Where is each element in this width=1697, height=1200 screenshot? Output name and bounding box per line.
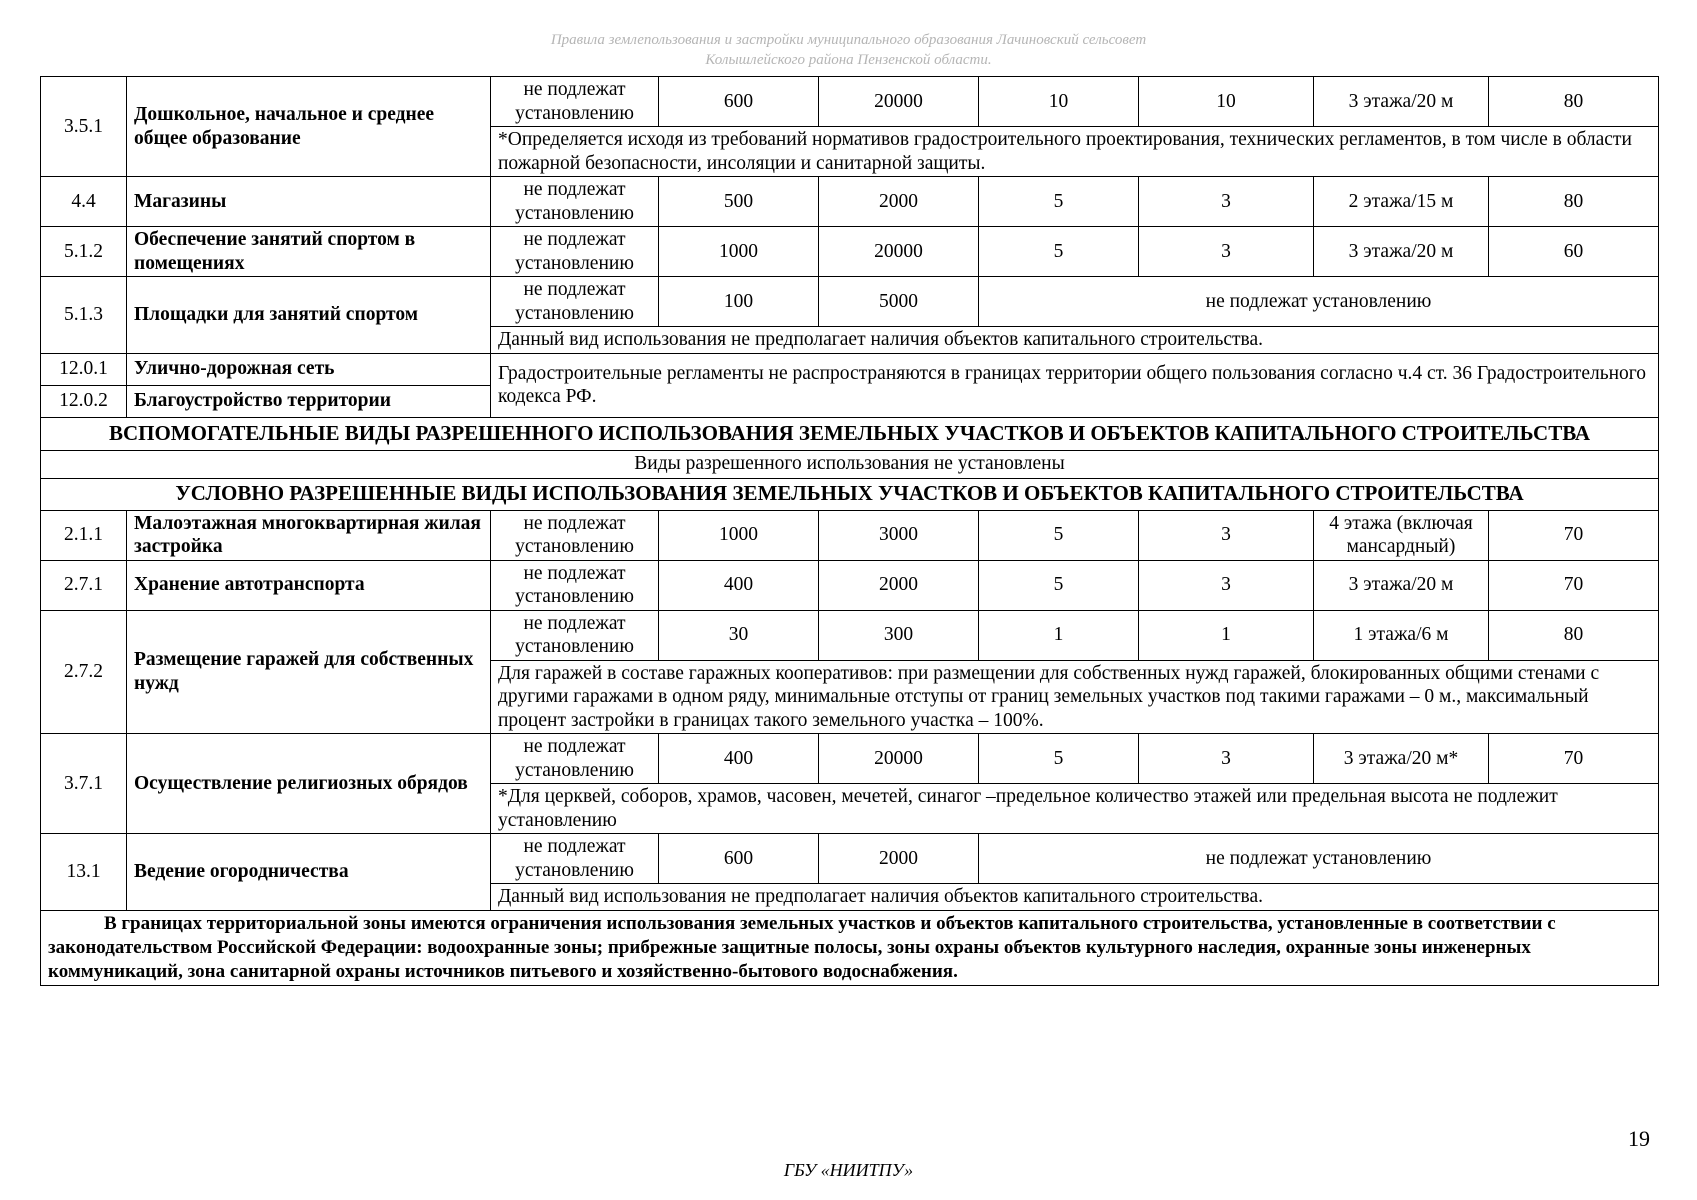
- running-header: [0, 30, 1697, 70]
- section-row: [41, 450, 1659, 478]
- table-row: [41, 277, 1659, 327]
- row-code: 12.0.2: [41, 385, 127, 417]
- min-setback: не подлежат установлению: [491, 610, 659, 660]
- row-code: 12.0.1: [41, 353, 127, 385]
- row-code: 4.4: [41, 177, 127, 227]
- min-setback: не подлежат установлению: [491, 177, 659, 227]
- row-name: Обеспечение занятий спортом в помещениях: [127, 227, 491, 277]
- min-setback: не подлежат установлению: [491, 77, 659, 127]
- max-coverage: 60: [1489, 227, 1659, 277]
- table-row: [41, 734, 1659, 784]
- section-title-conditional: УСЛОВНО РАЗРЕШЕННЫЕ ВИДЫ ИСПОЛЬЗОВАНИЯ ЗЕМЕЛЬНЫХ УЧАСТКОВ И ОБЪЕКТОВ КАПИТАЛЬНОГО СТРОИТЕЛЬСТВА: [41, 478, 1659, 510]
- max-area: 20000: [819, 734, 979, 784]
- max-coverage: 80: [1489, 77, 1659, 127]
- merged-value: не подлежат установлению: [979, 834, 1659, 884]
- min-setback: не подлежат установлению: [491, 734, 659, 784]
- row-note: Данный вид использования не предполагает наличия объектов капитального строительства.: [491, 327, 1659, 354]
- row-code: 3.5.1: [41, 77, 127, 177]
- section-title-auxiliary: ВСПОМОГАТЕЛЬНЫЕ ВИДЫ РАЗРЕШЕННОГО ИСПОЛЬЗОВАНИЯ ЗЕМЕЛЬНЫХ УЧАСТКОВ И ОБЪЕКТОВ КАПИТАЛЬНОГО СТРОИТЕЛЬСТВА: [41, 417, 1659, 450]
- row-name: Благоустройство территории: [127, 385, 491, 417]
- value-cell: 10: [1139, 77, 1314, 127]
- min-area: 500: [659, 177, 819, 227]
- max-floors: 3 этажа/20 м*: [1314, 734, 1489, 784]
- value-cell: 5: [979, 560, 1139, 610]
- max-area: 2000: [819, 560, 979, 610]
- max-coverage: 70: [1489, 560, 1659, 610]
- row-code: 5.1.3: [41, 277, 127, 354]
- row-name: Малоэтажная многоквартирная жилая застройка: [127, 510, 491, 560]
- regulations-table: [40, 76, 1659, 986]
- max-coverage: 80: [1489, 610, 1659, 660]
- value-cell: 5: [979, 510, 1139, 560]
- zone-restrictions-note: В границах территориальной зоны имеются ограничения использования земельных участков и объектов капитального строительства, установленные в соответствии с законодательством Российской Федерации: водоохранные зоны; прибрежные защитные полосы, зоны охраны объектов культурного наследия, охранные зоны инженерных коммуникаций, зона санитарной охраны источников питьевого и хозяйственно-бытового водоснабжения.: [41, 910, 1659, 985]
- min-area: 100: [659, 277, 819, 327]
- max-area: 5000: [819, 277, 979, 327]
- value-cell: 5: [979, 177, 1139, 227]
- min-area: 600: [659, 77, 819, 127]
- table-row: [41, 227, 1659, 277]
- max-area: 2000: [819, 177, 979, 227]
- table-row: [41, 834, 1659, 884]
- row-name: Хранение автотранспорта: [127, 560, 491, 610]
- merged-value: не подлежат установлению: [979, 277, 1659, 327]
- min-setback: не подлежат установлению: [491, 834, 659, 884]
- row-name: Размещение гаражей для собственных нужд: [127, 610, 491, 734]
- row-note: *Определяется исходя из требований нормативов градостроительного проектирования, технических регламентов, в том числе в области пожарной безопасности, инсоляции и санитарной защиты.: [491, 127, 1659, 177]
- min-area: 1000: [659, 510, 819, 560]
- row-name: Площадки для занятий спортом: [127, 277, 491, 354]
- row-code: 2.1.1: [41, 510, 127, 560]
- min-setback: не подлежат установлению: [491, 227, 659, 277]
- page-number: 19: [1628, 1126, 1650, 1151]
- max-area: 300: [819, 610, 979, 660]
- max-floors: 3 этажа/20 м: [1314, 560, 1489, 610]
- min-area: 30: [659, 610, 819, 660]
- value-cell: 10: [979, 77, 1139, 127]
- row-name: Дошкольное, начальное и среднее общее образование: [127, 77, 491, 177]
- row-code: 3.7.1: [41, 734, 127, 834]
- max-area: 20000: [819, 227, 979, 277]
- value-cell: 3: [1139, 177, 1314, 227]
- min-setback: не подлежат установлению: [491, 510, 659, 560]
- max-coverage: 80: [1489, 177, 1659, 227]
- row-note: Градостроительные регламенты не распространяются в границах территории общего пользования согласно ч.4 ст. 36 Градостроительного кодекса РФ.: [491, 353, 1659, 417]
- max-floors: 1 этажа/6 м: [1314, 610, 1489, 660]
- row-note: *Для церквей, соборов, храмов, часовен, мечетей, синагог –предельное количество этажей или предельная высота не подлежит установлению: [491, 784, 1659, 834]
- value-cell: 3: [1139, 560, 1314, 610]
- row-code: 2.7.1: [41, 560, 127, 610]
- table-row: [41, 510, 1659, 560]
- running-footer: ГБУ «НИИТПУ»: [783, 1160, 914, 1180]
- value-cell: 5: [979, 734, 1139, 784]
- table-row: [41, 610, 1659, 660]
- max-area: 2000: [819, 834, 979, 884]
- table-row: [41, 77, 1659, 127]
- max-floors: 2 этажа/15 м: [1314, 177, 1489, 227]
- table-row: [41, 560, 1659, 610]
- section-text-auxiliary: Виды разрешенного использования не установлены: [41, 450, 1659, 478]
- max-area: 3000: [819, 510, 979, 560]
- row-name: Ведение огородничества: [127, 834, 491, 911]
- row-name: Магазины: [127, 177, 491, 227]
- row-code: 5.1.2: [41, 227, 127, 277]
- max-floors: 4 этажа (включая мансардный): [1314, 510, 1489, 560]
- row-note: Для гаражей в составе гаражных кооперативов: при размещении для собственных нужд гаражей, блокированных общими стенами с другими гаражами в одном ряду, минимальные отступы от границ земельных участков под такими гаражами – 0 м., максимальный процент застройки в границах такого земельного участка – 100%.: [491, 660, 1659, 734]
- max-coverage: 70: [1489, 510, 1659, 560]
- min-setback: не подлежат установлению: [491, 560, 659, 610]
- value-cell: 5: [979, 227, 1139, 277]
- table-row: [41, 177, 1659, 227]
- min-area: 400: [659, 734, 819, 784]
- value-cell: 3: [1139, 734, 1314, 784]
- min-setback: не подлежат установлению: [491, 277, 659, 327]
- value-cell: 3: [1139, 510, 1314, 560]
- max-area: 20000: [819, 77, 979, 127]
- max-floors: 3 этажа/20 м: [1314, 77, 1489, 127]
- footnote-row: [41, 910, 1659, 985]
- section-row: [41, 417, 1659, 450]
- row-code: 13.1: [41, 834, 127, 911]
- min-area: 1000: [659, 227, 819, 277]
- max-floors: 3 этажа/20 м: [1314, 227, 1489, 277]
- row-code: 2.7.2: [41, 610, 127, 734]
- table-row: [41, 353, 1659, 385]
- row-name: Осуществление религиозных обрядов: [127, 734, 491, 834]
- min-area: 400: [659, 560, 819, 610]
- section-row: [41, 478, 1659, 510]
- value-cell: 1: [979, 610, 1139, 660]
- header-line-2: Колышлейского района Пензенской области.: [705, 52, 992, 68]
- value-cell: 1: [1139, 610, 1314, 660]
- max-coverage: 70: [1489, 734, 1659, 784]
- header-line-1: Правила землепользования и застройки муниципального образования Лачиновский сельсовет: [550, 32, 1147, 48]
- row-name: Улично-дорожная сеть: [127, 353, 491, 385]
- min-area: 600: [659, 834, 819, 884]
- value-cell: 3: [1139, 227, 1314, 277]
- row-note: Данный вид использования не предполагает наличия объектов капитального строительства.: [491, 884, 1659, 911]
